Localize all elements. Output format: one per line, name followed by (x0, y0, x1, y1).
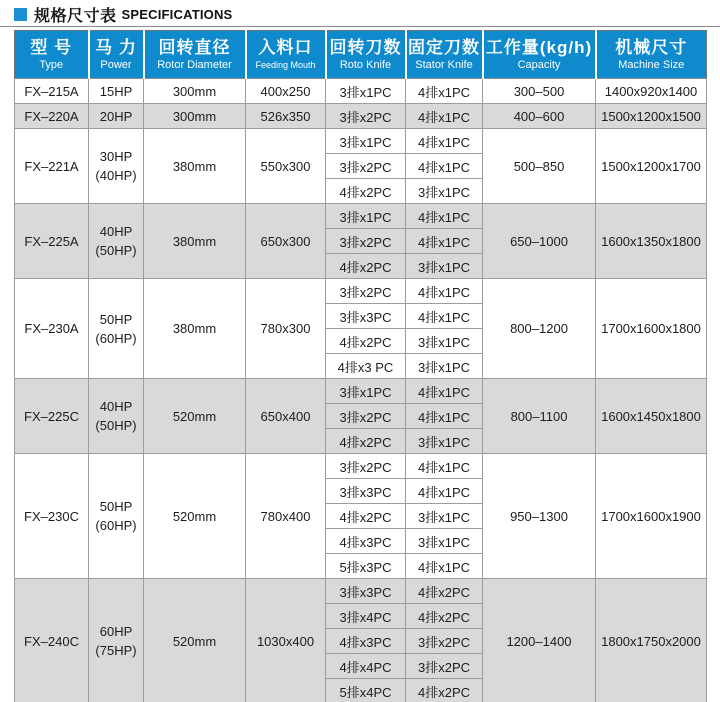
cell-stator-knife: 4排x1PC (406, 154, 483, 179)
cell-stator-knife: 3排x1PC (406, 254, 483, 279)
cell-capacity: 300–500 (483, 79, 596, 104)
cell-type: FX–221A (15, 129, 89, 204)
cell-feeding-mouth: 780x400 (246, 454, 326, 579)
cell-stator-knife: 4排x1PC (406, 379, 483, 404)
cell-machine-size: 1800x1750x2000 (596, 579, 707, 702)
cell-stator-knife: 3排x1PC (406, 429, 483, 454)
column-header-rotor-diameter (144, 31, 246, 79)
cell-machine-size: 1600x1350x1800 (596, 204, 707, 279)
table-row (15, 79, 707, 104)
column-header-zh: 机械尺寸 (615, 37, 688, 57)
column-header-zh: 型 号 (30, 37, 73, 57)
power-line: 40HP (99, 399, 133, 414)
cell-stator-knife: 4排x1PC (406, 304, 483, 329)
table-row (15, 204, 707, 229)
column-header-type (15, 31, 89, 79)
column-header-machine-size (596, 31, 707, 79)
column-header-en: Stator Knife (415, 58, 473, 71)
cell-type: FX–240C (15, 579, 89, 702)
page-title (0, 0, 720, 24)
power-line: 50HP (99, 499, 133, 514)
power-line: 30HP (99, 149, 133, 164)
power-line: (50HP) (95, 418, 137, 433)
cell-stator-knife: 4排x1PC (406, 454, 483, 479)
column-header-en: Feeding Mouth (255, 59, 316, 70)
cell-stator-knife: 4排x1PC (406, 129, 483, 154)
cell-power (89, 204, 144, 279)
table-header-row (15, 31, 707, 79)
cell-feeding-mouth: 400x250 (246, 79, 326, 104)
cell-capacity: 500–850 (483, 129, 596, 204)
cell-rotor-diameter: 520mm (144, 579, 246, 702)
table-row (15, 129, 707, 154)
cell-power (89, 454, 144, 579)
cell-stator-knife: 3排x1PC (406, 179, 483, 204)
column-header-zh: 回转直径 (158, 37, 231, 57)
power-line: 50HP (99, 311, 133, 327)
cell-roto-knife: 4排x3 PC (326, 354, 406, 379)
power-line: (60HP) (95, 330, 137, 346)
power-line: (60HP) (95, 518, 137, 533)
cell-stator-knife: 4排x1PC (406, 479, 483, 504)
cell-roto-knife: 4排x3PC (326, 529, 406, 554)
table-row (15, 579, 707, 604)
column-header-en: Machine Size (618, 58, 685, 71)
cell-rotor-diameter: 380mm (144, 129, 246, 204)
cell-capacity: 800–1100 (483, 379, 596, 454)
cell-stator-knife: 3排x1PC (406, 529, 483, 554)
cell-roto-knife: 3排x2PC (326, 229, 406, 254)
cell-stator-knife: 4排x1PC (406, 104, 483, 129)
power-line: 15HP (99, 83, 133, 99)
cell-rotor-diameter: 300mm (144, 104, 246, 129)
column-header-feeding-mouth (246, 31, 326, 79)
cell-roto-knife: 3排x3PC (326, 304, 406, 329)
cell-rotor-diameter: 300mm (144, 79, 246, 104)
title-divider (0, 26, 720, 27)
column-header-zh: 入料口 (258, 37, 313, 57)
cell-machine-size: 1700x1600x1900 (596, 454, 707, 579)
cell-rotor-diameter: 520mm (144, 379, 246, 454)
cell-capacity: 800–1200 (483, 279, 596, 379)
cell-stator-knife: 4排x2PC (406, 604, 483, 629)
cell-type: FX–230C (15, 454, 89, 579)
cell-roto-knife: 3排x1PC (326, 204, 406, 229)
cell-stator-knife: 4排x1PC (406, 554, 483, 579)
cell-roto-knife: 3排x1PC (326, 129, 406, 154)
cell-roto-knife: 4排x2PC (326, 504, 406, 529)
table-row (15, 379, 707, 404)
cell-roto-knife: 4排x4PC (326, 654, 406, 679)
cell-roto-knife: 3排x3PC (326, 479, 406, 504)
cell-feeding-mouth: 526x350 (246, 104, 326, 129)
column-header-zh: 工作量(kg/h) (485, 37, 593, 57)
cell-stator-knife: 4排x2PC (406, 679, 483, 702)
cell-machine-size: 1400x920x1400 (596, 79, 707, 104)
cell-machine-size: 1500x1200x1500 (596, 104, 707, 129)
cell-stator-knife: 4排x1PC (406, 229, 483, 254)
cell-power (89, 104, 144, 129)
power-line: (50HP) (95, 243, 137, 258)
cell-rotor-diameter: 380mm (144, 279, 246, 379)
cell-type: FX–225C (15, 379, 89, 454)
column-header-en: Capacity (517, 58, 561, 71)
cell-capacity: 650–1000 (483, 204, 596, 279)
column-header-stator-knife (406, 31, 483, 79)
cell-roto-knife: 4排x2PC (326, 329, 406, 354)
cell-stator-knife: 3排x2PC (406, 629, 483, 654)
cell-power (89, 579, 144, 702)
cell-roto-knife: 3排x2PC (326, 404, 406, 429)
column-header-en: Power (100, 58, 132, 71)
column-header-power (89, 31, 144, 79)
cell-machine-size: 1700x1600x1800 (596, 279, 707, 379)
cell-stator-knife: 3排x1PC (406, 354, 483, 379)
cell-roto-knife: 4排x2PC (326, 254, 406, 279)
page-title-en: SPECIFICATIONS (121, 6, 233, 22)
cell-power (89, 129, 144, 204)
cell-capacity: 1200–1400 (483, 579, 596, 702)
column-header-capacity (483, 31, 596, 79)
cell-roto-knife: 3排x2PC (326, 454, 406, 479)
cell-feeding-mouth: 1030x400 (246, 579, 326, 702)
cell-stator-knife: 3排x1PC (406, 504, 483, 529)
cell-power (89, 279, 144, 379)
cell-stator-knife: 3排x1PC (406, 329, 483, 354)
cell-power (89, 79, 144, 104)
cell-roto-knife: 4排x2PC (326, 429, 406, 454)
cell-stator-knife: 4排x2PC (406, 579, 483, 604)
cell-machine-size: 1500x1200x1700 (596, 129, 707, 204)
cell-feeding-mouth: 550x300 (246, 129, 326, 204)
power-line: 60HP (99, 624, 133, 639)
cell-feeding-mouth: 780x300 (246, 279, 326, 379)
cell-roto-knife: 5排x3PC (326, 554, 406, 579)
cell-capacity: 400–600 (483, 104, 596, 129)
cell-type: FX–220A (15, 104, 89, 129)
cell-stator-knife: 3排x2PC (406, 654, 483, 679)
cell-machine-size: 1600x1450x1800 (596, 379, 707, 454)
cell-roto-knife: 3排x1PC (326, 79, 406, 104)
cell-rotor-diameter: 380mm (144, 204, 246, 279)
cell-stator-knife: 4排x1PC (406, 279, 483, 304)
cell-roto-knife: 4排x2PC (326, 179, 406, 204)
cell-capacity: 950–1300 (483, 454, 596, 579)
cell-roto-knife: 3排x2PC (326, 154, 406, 179)
column-header-roto-knife (326, 31, 406, 79)
power-line: (75HP) (95, 643, 137, 658)
cell-feeding-mouth: 650x300 (246, 204, 326, 279)
cell-stator-knife: 4排x1PC (406, 404, 483, 429)
power-line: (40HP) (95, 168, 137, 183)
cell-roto-knife: 3排x2PC (326, 104, 406, 129)
cell-power (89, 379, 144, 454)
cell-roto-knife: 4排x3PC (326, 629, 406, 654)
cell-stator-knife: 4排x1PC (406, 204, 483, 229)
cell-roto-knife: 3排x3PC (326, 579, 406, 604)
cell-rotor-diameter: 520mm (144, 454, 246, 579)
cell-roto-knife: 3排x2PC (326, 279, 406, 304)
specifications-table (14, 30, 707, 702)
cell-type: FX–225A (15, 204, 89, 279)
column-header-zh: 固定刀数 (408, 37, 480, 57)
power-line: 40HP (99, 224, 133, 239)
cell-feeding-mouth: 650x400 (246, 379, 326, 454)
column-header-zh: 回转刀数 (329, 37, 402, 57)
column-header-en: Type (39, 58, 64, 71)
page-title-zh: 规格尺寸表 (34, 7, 117, 25)
cell-stator-knife: 4排x1PC (406, 79, 483, 104)
table-row (15, 279, 707, 304)
cell-roto-knife: 3排x4PC (326, 604, 406, 629)
cell-roto-knife: 5排x4PC (326, 679, 406, 702)
table-row (15, 104, 707, 129)
title-square-icon (14, 8, 27, 21)
power-line: 20HP (99, 108, 133, 124)
cell-type: FX–215A (15, 79, 89, 104)
cell-roto-knife: 3排x1PC (326, 379, 406, 404)
column-header-zh: 马 力 (95, 37, 137, 57)
table-row (15, 454, 707, 479)
column-header-en: Rotor Diameter (157, 58, 232, 71)
column-header-en: Roto Knife (339, 58, 392, 71)
cell-type: FX–230A (15, 279, 89, 379)
